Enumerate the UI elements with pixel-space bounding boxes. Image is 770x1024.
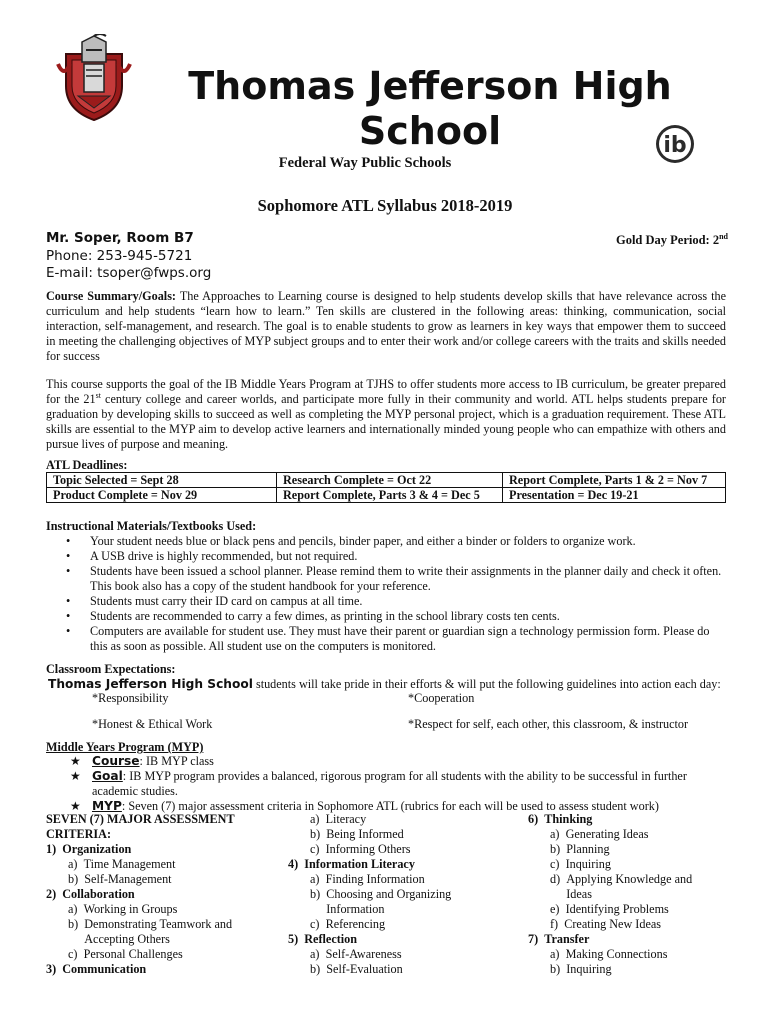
sub-item: Referencing xyxy=(325,917,386,931)
criteria-title: Information Literacy xyxy=(304,857,415,871)
deadline-cell: Presentation = Dec 19-21 xyxy=(503,488,726,503)
sub-item: Demonstrating Teamwork and Accepting Others xyxy=(84,917,233,946)
course-summary xyxy=(46,289,726,364)
materials-heading: Instructional Materials/Textbooks Used: xyxy=(46,519,257,533)
bullet-icon: • xyxy=(66,594,71,608)
ib-logo-text: ib xyxy=(663,133,687,158)
list-item xyxy=(46,564,726,594)
teacher-info xyxy=(46,230,211,283)
list-item xyxy=(46,769,726,799)
myp-list xyxy=(46,754,726,814)
sub-letter: e) xyxy=(550,902,560,916)
list-item xyxy=(46,549,726,564)
deadlines-table xyxy=(46,472,726,503)
criteria-title: Transfer xyxy=(544,932,590,946)
expectation-item: *Respect for self, each other, this classroom, & instructor xyxy=(408,717,689,731)
course-summary-text: The Approaches to Learning course is designed to help students develop skills that have relevance across the curriculum and help students “learn how to learn.” Ten skills are clustered in the following areas: thinking, communication, social interaction, self-management, and research. The goal is to enable students to grow as learners in key ways that empower them to succeed in meeting the challenging objectives of MYP subject groups and to enter their work and/or college careers with the traits and skills needed for success xyxy=(46,289,727,363)
teacher-phone: Phone: 253-945-5721 xyxy=(46,247,193,264)
sub-item: Working in Groups xyxy=(83,902,178,916)
sub-item: Inquiring xyxy=(565,857,611,871)
course-summary-heading: Course Summary/Goals: xyxy=(46,289,176,303)
sub-letter: a) xyxy=(550,827,560,841)
bullet-icon: • xyxy=(66,564,71,578)
expectation-item: *Cooperation xyxy=(408,691,475,705)
criteria-number: 3) xyxy=(46,962,57,976)
class-period-label: Gold Day Period: 2 xyxy=(615,233,720,247)
sub-letter: b) xyxy=(68,872,79,886)
sub-item: Informing Others xyxy=(325,842,411,856)
list-item xyxy=(46,609,726,624)
sub-letter: c) xyxy=(68,947,78,961)
expectation-item: *Honest & Ethical Work xyxy=(92,717,213,731)
sub-item: Finding Information xyxy=(325,872,425,886)
myp-item-label: MYP xyxy=(92,799,122,813)
star-icon: ★ xyxy=(70,799,81,813)
sub-letter: a) xyxy=(310,872,320,886)
list-item xyxy=(46,594,726,609)
criteria-heading-2: CRITERIA: xyxy=(46,827,112,841)
bullet-icon: • xyxy=(66,534,71,548)
criteria-title: Thinking xyxy=(544,812,593,826)
sub-item: Self-Evaluation xyxy=(326,962,403,976)
sub-letter: a) xyxy=(310,812,320,826)
sub-item: Inquiring xyxy=(566,962,612,976)
list-item xyxy=(46,534,726,549)
sub-letter: c) xyxy=(310,917,320,931)
sub-item: Self-Management xyxy=(84,872,172,886)
syllabus-title: Sophomore ATL Syllabus 2018-2019 xyxy=(257,196,513,215)
sub-item: Choosing and Organizing Information xyxy=(326,887,452,916)
deadline-cell: Report Complete, Parts 3 & 4 = Dec 5 xyxy=(277,488,503,503)
star-icon: ★ xyxy=(70,769,81,783)
list-item xyxy=(46,754,726,769)
expectations-intro-text: students will take pride in their efforts & will put the following guidelines into action each day: xyxy=(252,677,721,691)
sub-letter: c) xyxy=(550,857,560,871)
district-name: Federal Way Public Schools xyxy=(278,155,452,171)
knight-crest-icon xyxy=(56,34,132,122)
deadline-cell: Product Complete = Nov 29 xyxy=(47,488,277,503)
deadlines-heading: ATL Deadlines: xyxy=(46,458,128,472)
deadline-cell: Research Complete = Oct 22 xyxy=(277,473,503,488)
expectations-heading: Classroom Expectations: xyxy=(46,662,176,676)
sub-item: Identifying Problems xyxy=(565,902,669,916)
criteria-title: Organization xyxy=(62,842,132,856)
myp-item-text: : IB MYP class xyxy=(139,754,214,768)
expectations-intro xyxy=(48,677,738,692)
criteria-title: Reflection xyxy=(304,932,358,946)
criteria-number: 2) xyxy=(46,887,57,901)
sub-item: Applying Knowledge and Ideas xyxy=(566,872,693,901)
sub-letter: a) xyxy=(68,857,78,871)
sub-item: Generating Ideas xyxy=(565,827,649,841)
sub-item: Self-Awareness xyxy=(325,947,402,961)
course-support-paragraph xyxy=(46,377,726,452)
ib-logo-icon xyxy=(655,124,695,164)
deadline-cell: Topic Selected = Sept 28 xyxy=(47,473,277,488)
sub-letter: b) xyxy=(310,887,321,901)
bullet-icon: • xyxy=(66,609,71,623)
expectations-school: Thomas Jefferson High School xyxy=(48,677,253,691)
sub-letter: a) xyxy=(68,902,78,916)
criteria-title: Communication xyxy=(62,962,147,976)
sub-letter: f) xyxy=(550,917,559,931)
table-row xyxy=(47,488,726,503)
sub-item: Creating New Ideas xyxy=(564,917,662,931)
criteria-column-2 xyxy=(288,812,488,977)
bullet-icon: • xyxy=(66,624,71,638)
sub-item: Personal Challenges xyxy=(83,947,183,961)
support-sup: st xyxy=(95,390,101,400)
myp-item-label: Goal xyxy=(92,769,123,783)
sub-item: Making Connections xyxy=(565,947,668,961)
materials-list xyxy=(46,534,726,654)
sub-letter: a) xyxy=(550,947,560,961)
sub-item: Being Informed xyxy=(326,827,404,841)
criteria-title: Collaboration xyxy=(62,887,135,901)
sub-item: Time Management xyxy=(83,857,176,871)
sub-item: Planning xyxy=(566,842,610,856)
sub-letter: b) xyxy=(310,827,321,841)
school-title: Thomas Jefferson High School xyxy=(188,64,672,153)
sub-letter: d) xyxy=(550,872,561,886)
myp-item-text: : IB MYP program provides a balanced, rigorous program for all students with the ability to be successful in further academic studies. xyxy=(92,769,687,798)
bullet-icon: • xyxy=(66,549,71,563)
class-period-sup: nd xyxy=(719,231,728,241)
criteria-number: 1) xyxy=(46,842,57,856)
criteria-number: 5) xyxy=(288,932,299,946)
criteria-column-1 xyxy=(46,812,286,977)
myp-item-label: Course xyxy=(92,754,140,768)
sub-letter: b) xyxy=(550,842,561,856)
teacher-name-room: Mr. Soper, Room B7 xyxy=(46,230,194,246)
criteria-heading: SEVEN (7) MAJOR ASSESSMENT xyxy=(46,812,235,826)
criteria-column-3 xyxy=(528,812,728,977)
star-icon: ★ xyxy=(70,754,81,768)
support-text-b: century college and career worlds, and participate more fully in their community and world. ATL helps students prepare for graduation by developing skills to succeed as well as completing the MYP personal project, which is a graduation requirement. These ATL skills are essential to the MYP aim to develop active learners and internationally minded young people who can empathize with others and pursue lives of purpose and meaning. xyxy=(46,392,726,451)
list-item-text: Students have been issued a school planner. Please remind them to write their assignments in the planner daily and check it often. This book also has a copy of the student handbook for your reference. xyxy=(90,564,722,593)
list-item-text: Students must carry their ID card on campus at all time. xyxy=(90,594,363,608)
list-item-text: Computers are available for student use. They must have their parent or guardian sign a technology permission form. Please do this as soon as possible. All student use on the computers is monitored. xyxy=(90,624,710,653)
myp-heading: Middle Years Program (MYP) xyxy=(46,740,204,754)
myp-item-text: : Seven (7) major assessment criteria in Sophomore ATL (rubrics for each will be used to assess student work) xyxy=(121,799,659,813)
teacher-email: E-mail: tsoper@fwps.org xyxy=(46,265,212,281)
expectation-item: *Responsibility xyxy=(92,691,169,705)
sub-letter: c) xyxy=(310,842,320,856)
list-item-text: A USB drive is highly recommended, but not required. xyxy=(90,549,358,563)
list-item xyxy=(46,624,726,654)
table-row xyxy=(47,473,726,488)
sub-item: Literacy xyxy=(325,812,367,826)
list-item-text: Your student needs blue or black pens and pencils, binder paper, and either a binder or folders to organize work. xyxy=(90,534,636,548)
criteria-number: 4) xyxy=(288,857,299,871)
sub-letter: a) xyxy=(310,947,320,961)
deadline-cell: Report Complete, Parts 1 & 2 = Nov 7 xyxy=(503,473,726,488)
sub-letter: b) xyxy=(550,962,561,976)
criteria-number: 6) xyxy=(528,812,539,826)
sub-letter: b) xyxy=(68,917,79,931)
sub-letter: b) xyxy=(310,962,321,976)
support-text-a: This course supports the goal of the IB Middle Years Program at TJHS to offer students more access to IB curriculum, be greater prepared for the 21 xyxy=(46,377,726,406)
class-period xyxy=(560,233,728,248)
criteria-number: 7) xyxy=(528,932,539,946)
list-item-text: Students are recommended to carry a few dimes, as printing in the school library costs ten cents. xyxy=(90,609,560,623)
